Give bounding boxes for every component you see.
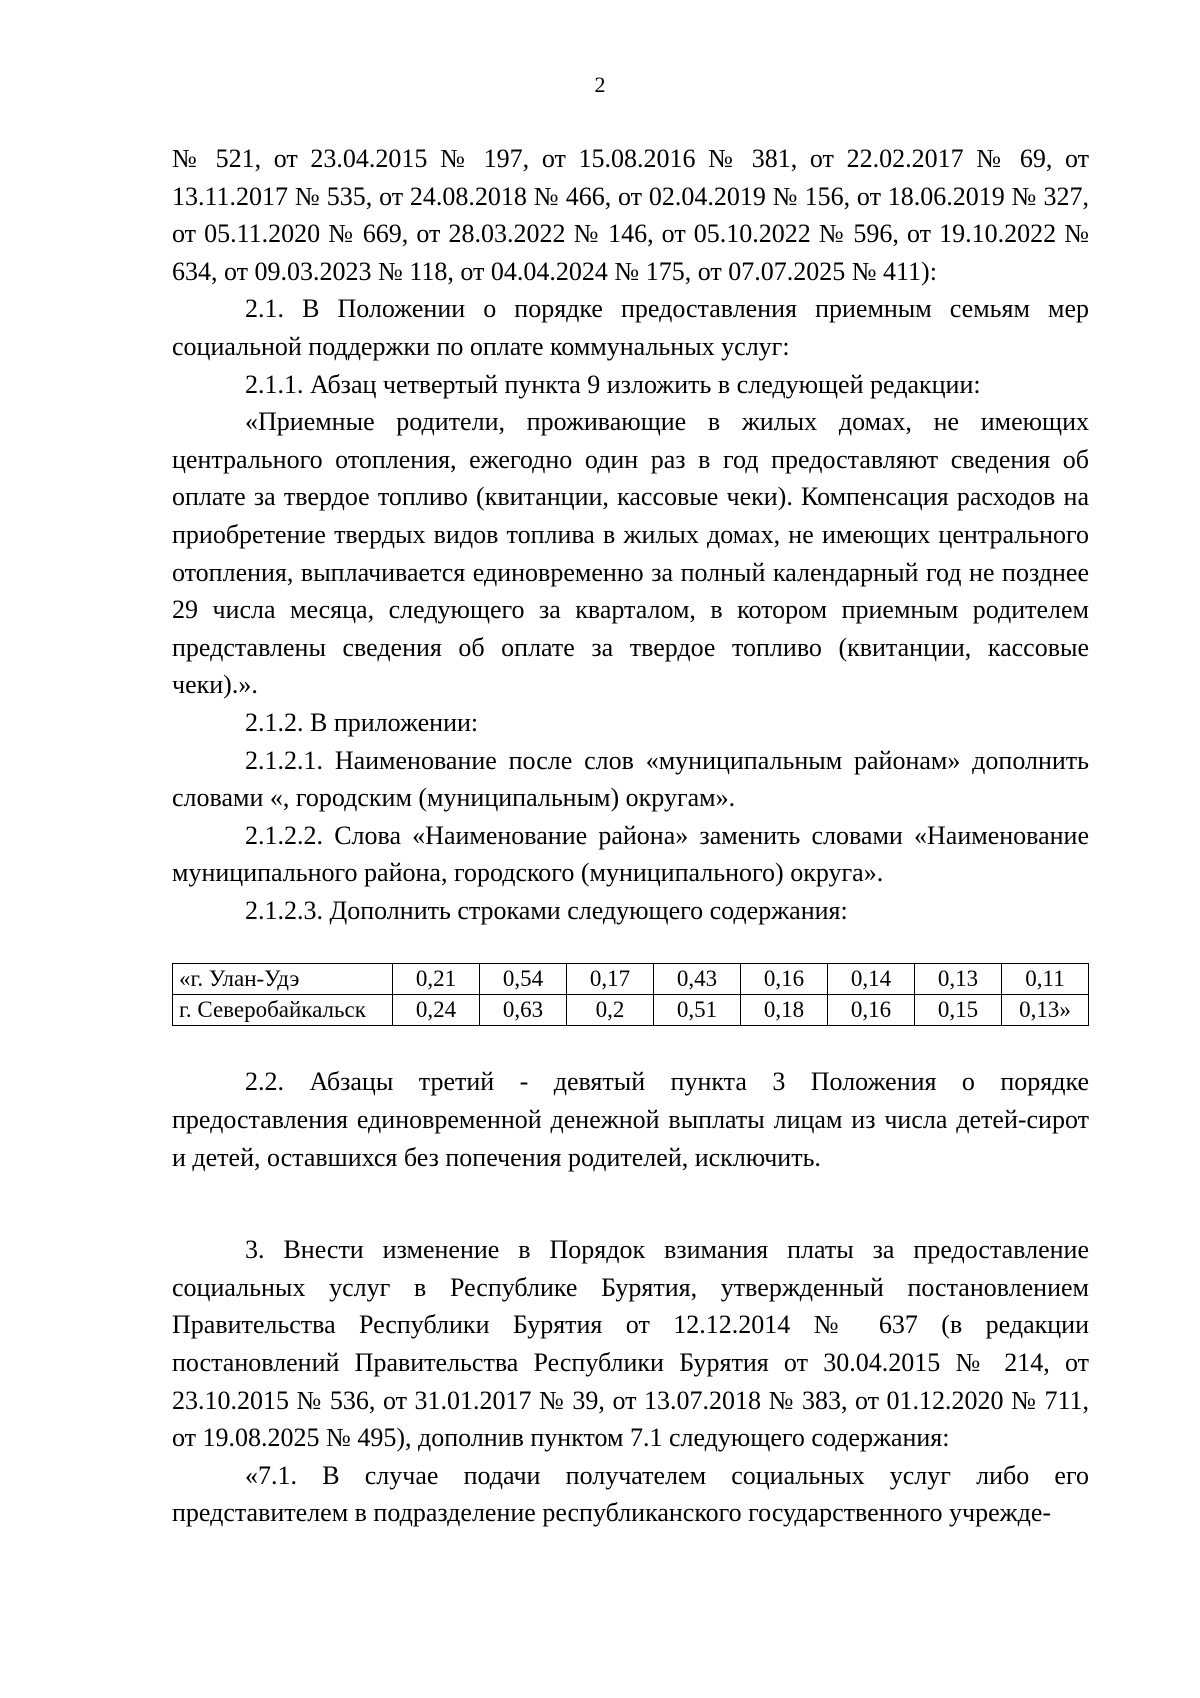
table-cell: 0,51 [654, 995, 741, 1026]
paragraph-2-2: 2.2. Абзацы третий - девятый пункта 3 Положения о порядке предоставления единовременной денежной выплаты лицам из числа детей-сирот и детей, оставшихся без попечения родителей, исключить. [172, 1067, 1089, 1172]
table-cell: 0,24 [393, 995, 480, 1026]
paragraph-2-1-1: 2.1.1. Абзац четвертый пункта 9 изложить в следующей редакции: [245, 369, 981, 399]
table-cell: 0,15 [915, 995, 1002, 1026]
paragraph-2-1: 2.1. В Положении о порядке предоставления приемным семьям мер социальной поддержки по оплате коммунальных услуг: [172, 294, 1089, 361]
table-cell: 0,14 [828, 964, 915, 995]
table-cell: 0,63 [480, 995, 567, 1026]
paragraph-2-1-2-3: 2.1.2.3. Дополнить строками следующего содержания: [245, 895, 848, 925]
amendment-table [172, 963, 1089, 1026]
amendment-history-paragraph: № 521, от 23.04.2015 № 197, от 15.08.2016 № 381, от 22.02.2017 № 69, от 13.11.2017 № 535, от 24.08.2018 № 466, от 02.04.2019 № 156, от 18.06.2019 № 327, от 05.11.2020 № 669, от 28.03.2022 № 146, от 05.10.2022 № 596, от 19.10.2022 № 634, от 09.03.2023 № 118, от 04.04.2024 № 175, от 07.07.2025 № 411): [172, 144, 1089, 286]
paragraph-3: 3. Внести изменение в Порядок взимания платы за предоставление социальных услуг в Республике Бурятия, утвержденный постановлением Правительства Республики Бурятия от 12.12.2014 № 637 (в редакции постановлений Правительства Республики Бурятия от 30.04.2015 № 214, от 23.10.2015 № 536, от 31.01.2017 № 39, от 13.07.2018 № 383, от 01.12.2020 № 711, от 19.08.2025 № 495), дополнив пунктом 7.1 следующего содержания: [172, 1235, 1089, 1453]
table-cell: 0,13 [915, 964, 1002, 995]
table-cell: 0,54 [480, 964, 567, 995]
paragraph-2-1-2: 2.1.2. В приложении: [245, 707, 479, 737]
table-row [173, 995, 1089, 1026]
table-cell: 0,11 [1002, 964, 1089, 995]
page-number: 2 [594, 72, 606, 97]
table-cell-name: «г. Улан-Удэ [173, 964, 393, 995]
paragraph-2-1-2-1: 2.1.2.1. Наименование после слов «муниципальным районам» дополнить словами «, городским (муниципальным) округам». [172, 745, 1089, 813]
quoted-paragraph: «Приемные родители, проживающие в жилых домах, не имеющих центрального отопления, ежегодно один раз в год предоставляют сведения об оплате за твердое топливо (квитанции, кассовые чеки). Компенсация расходов на приобретение твердых видов топлива в жилых домах, не имеющих центрального отопления, выплачивается единовременно за полный календарный год не позднее 29 числа месяца, следующего за кварталом, в котором приемным родителем представлены сведения об оплате за твердое топливо (квитанции, кассовые чеки).». [172, 407, 1089, 700]
table-cell: 0,21 [393, 964, 480, 995]
table-cell: 0,16 [828, 995, 915, 1026]
table-cell: 0,17 [567, 964, 654, 995]
table-cell: 0,16 [741, 964, 828, 995]
table-cell: 0,18 [741, 995, 828, 1026]
document-body [172, 140, 1089, 1532]
table-cell: 0,2 [567, 995, 654, 1026]
table-row [173, 964, 1089, 995]
paragraph-7-1: «7.1. В случае подачи получателем социальных услуг либо его представителем в подразделение республиканского государственного учрежде- [172, 1460, 1089, 1528]
table-cell-name: г. Северобайкальск [173, 995, 393, 1026]
table-cell: 0,43 [654, 964, 741, 995]
paragraph-2-1-2-2: 2.1.2.2. Слова «Наименование района» заменить словами «Наименование муниципального района, городского (муниципального) округа». [172, 820, 1089, 888]
table-cell: 0,13» [1002, 995, 1089, 1026]
